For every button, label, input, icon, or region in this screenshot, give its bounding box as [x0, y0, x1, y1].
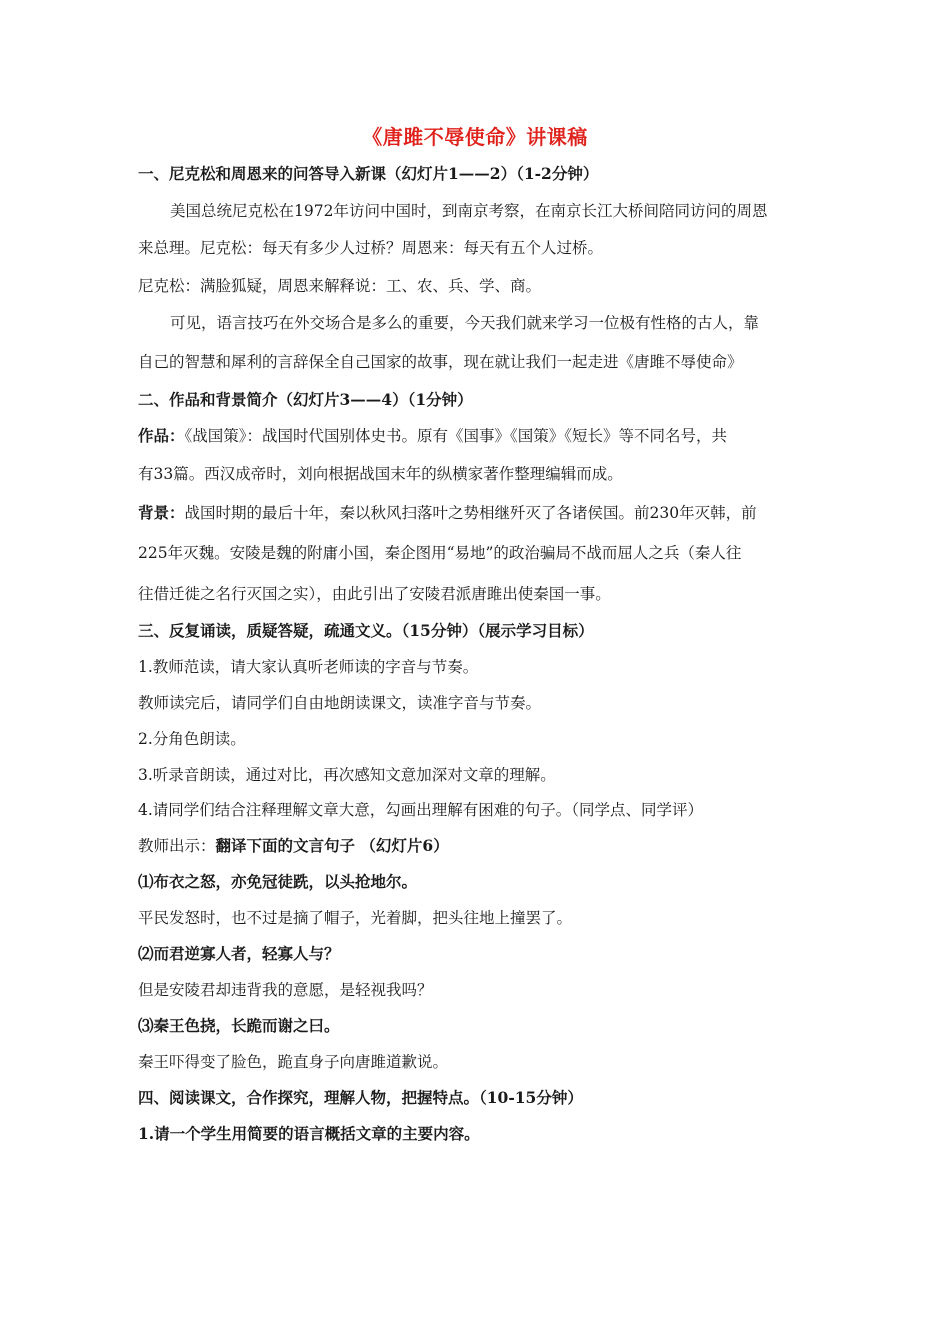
paragraph-line: 有33篇。西汉成帝时，刘向根据战国末年的纵横家著作整理编辑而成。 [138, 465, 623, 483]
document-title: 《唐雎不辱使命》讲课稿 [362, 125, 588, 149]
paragraph-line [138, 424, 818, 448]
section-heading-1: 一、尼克松和周恩来的问答导入新课（幻灯片1——2）（1-2分钟） [138, 164, 599, 183]
sentence-question: ⑴布衣之怒，亦免冠徒跣，以头抢地尔。 [138, 872, 418, 891]
work-text: 《战国策》：战国时代国别体史书。原有《国事》《国策》《短长》等不同名号，共 [184, 427, 728, 445]
paragraph-line [138, 834, 818, 858]
list-item: 1.请一个学生用简要的语言概括文章的主要内容。 [138, 1124, 480, 1143]
paragraph-line: 美国总统尼克松在1972年访问中国时，到南京考察，在南京长江大桥间陪同访问的周恩 [170, 202, 768, 220]
sentence-question: ⑵而君逆寡人者，轻寡人与？ [138, 944, 340, 963]
show-prefix: 教师出示： [138, 837, 216, 855]
list-item: 2.分角色朗读。 [138, 730, 246, 748]
sentence-answer: 秦王吓得变了脸色，跪直身子向唐雎道歉说。 [138, 1053, 449, 1071]
list-item: 教师读完后，请同学们自由地朗读课文，读准字音与节奏。 [138, 694, 542, 712]
list-item: 1.教师范读，请大家认真听老师读的字音与节奏。 [138, 658, 479, 676]
section-heading-2: 二、作品和背景简介（幻灯片3——4）（1分钟） [138, 390, 473, 409]
paragraph-line [138, 501, 818, 525]
sentence-answer: 平民发怒时，也不过是摘了帽子，光着脚，把头往地上撞罢了。 [138, 909, 573, 927]
paragraph-line: 往借迁徙之名行灭国之实），由此引出了安陵君派唐雎出使秦国一事。 [138, 585, 611, 603]
background-label: 背景： [138, 503, 185, 522]
list-item: 3.听录音朗读，通过对比，再次感知文意加深对文章的理解。 [138, 766, 556, 784]
paragraph-line: 225年灭魏。安陵是魏的附庸小国，秦企图用“易地”的政治骗局不战而屈人之兵（秦人往 [138, 544, 742, 562]
section-heading-3: 三、反复诵读，质疑答疑，疏通文义。（15分钟）（展示学习目标） [138, 621, 594, 640]
paragraph-line: 来总理。尼克松：每天有多少人过桥？周恩来：每天有五个人过桥。 [138, 239, 604, 257]
background-text: 战国时期的最后十年，秦以秋风扫落叶之势相继歼灭了各诸侯国。前230年灭韩，前 [184, 504, 757, 522]
show-instruction: 翻译下面的文言句子 （幻灯片6） [215, 836, 449, 855]
sentence-question: ⑶秦王色挠，长跪而谢之曰。 [138, 1016, 340, 1035]
work-label: 作品： [138, 426, 185, 445]
paragraph-line: 可见，语言技巧在外交场合是多么的重要，今天我们就来学习一位极有性格的古人，靠 [170, 314, 760, 332]
paragraph-line: 尼克松：满脸狐疑，周恩来解释说：工、农、兵、学、商。 [138, 277, 542, 295]
paragraph-line: 自己的智慧和犀利的言辞保全自己国家的故事，现在就让我们一起走进《唐雎不辱使命》 [138, 353, 743, 371]
section-heading-4: 四、阅读课文，合作探究，理解人物，把握特点。（10-15分钟） [138, 1088, 583, 1107]
list-item: 4.请同学们结合注释理解文章大意，勾画出理解有困难的句子。（同学点、同学评） [138, 801, 704, 819]
sentence-answer: 但是安陵君却违背我的意愿，是轻视我吗？ [138, 981, 433, 999]
